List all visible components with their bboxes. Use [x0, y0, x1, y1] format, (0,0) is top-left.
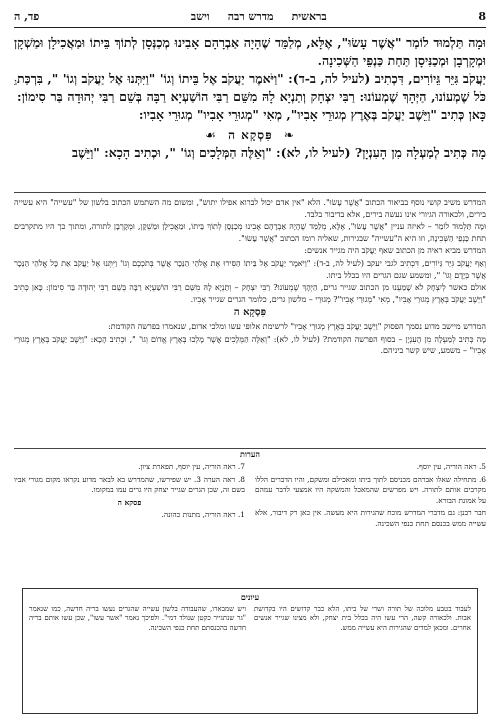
commentary-paragraph: אולם כאשר לְיִצְחָק לֹא שָׁמַעְנוּ מן הכתוב שגייר גרים, הַיְּהָךְ שֶׁמְעוֹנוּ? רַבִּי יִצְחָק – וְתַנְיָא לָהּ מִשֵּׁם רַבִּי הוֹשַׁעְיָא רַבָּה בְּשֵׁם רַבִּי יְהוּדָה בַּר סִימוֹן: כָּאן כְּתִיב "וַיֵּשֶׁב יַעֲקֹב בְּאֶרֶץ מְגוּרֵי אָבִיו", מְאִי "מְגוּרֵי אָבִיו"? מְגוּרֵי – מלשון גרים, כלומר הגרים שגייר אָבִיו. [14, 283, 486, 304]
main-paragraph-1: וּמָה תַּלְמוּד לוֹמַר "אֲשֶׁר עָשׂוּ", אֶלָּא, מְלַמֵּד שֶׁהָיָה אַבְרָהָם אָבִינוּ מְכַנְּסָן לְתוֹךְ בֵּיתוֹ וּמַאֲכִילָן וּמַשְׁקָן וּמְקָרְבָן וּמְכַנִּיסָן תַּחַת כַּנְפֵי הַשְּׁכִינָה. [14, 35, 486, 68]
section-heading-text: פִּסְקָא ה [228, 128, 273, 142]
insights-column-left [29, 605, 246, 634]
insights-column-right [254, 605, 471, 634]
commentary-paragraph: מָה כְּתִיב לְמַעְלָה מִן הָעִנְיָן – בסוף הפרשה הקודמת? (לעיל לו, לא): "וְאֵלֶּה הַמְּלָכִים אֲשֶׁר מָלְכוּ בְּאֶרֶץ אֱדוֹם וְגוֹ' ", וּכְתִיב הָכָא: "וַיֵּשֶׁב יַעֲקֹב בְּאֶרֶץ מְגוּרֵי אָבִיו" – משמע, שיש קשר ביניהם. [14, 334, 486, 356]
commentary-paragraph: המדרש מביא ראיה מן הכתוב שאף יַעֲקֹב היה מגייר אנשים: [304, 246, 486, 256]
page [14, 0, 486, 720]
note-item: 5. ראה הוריה, עין יוסף. [416, 462, 486, 471]
note-item: חבר רבנן: גם מדברי המדרש מוכח שהגירות היא מעשה. אין כאן רק דיבור, אלא עשייה ממש בכנסם תחת כנפי השכינה. [255, 508, 486, 528]
ornament-icon: ☙ [205, 128, 217, 142]
note-item: 8. ראה הערה 3. יש שפירשו, שהמדרש בא לבאר מדוע נקראו מקום מגורי אביו בשם זה, שכן הגרים שגייר יצחק היו גרים עמו במקומו. [14, 474, 245, 494]
commentary-section-heading: פִּסְקָא ה [233, 307, 267, 319]
insights-box-columns [29, 605, 471, 634]
book-name: בראשית [291, 9, 327, 23]
commentary-block [14, 192, 486, 358]
paragraph-number: ג [14, 78, 17, 88]
header-rule [14, 27, 486, 28]
note-item: 6. מתחילה שאלו אברהם מכניסם לתוך ביתו ומאכילם ומשקם, והיו הדברים הללו מקרבים אותם לתורה. ויש מפרשים שהמאכל והמשקה היו אמצעי לדבר עמהם על אמונת הבורא. [255, 474, 486, 505]
insights-text: ויש שמבארו, שהעבודה בלשון עשייה שהגרים נעשו בריה חדשה, כמו שנאמר "גר שנתגייר כקטן שנולד דמי". ולפיכך נאמר "אשר עשו", שכן עשו אותם בריה חדשה בהכנסתם תחת כנפי השכינה. [29, 604, 246, 632]
notes-heading: הערות [14, 448, 486, 461]
commentary-paragraph: המדרש משיב קושי נוסף בביאור הכתוב "אֲשֶׁר עָשׂוּ". הלא "אין אדם יכול לברוא אפילו יתוש", ומשום מה השתמש הכתוב בלשון של "עשייה" היא עשייה בירים, ולכאורה הגיורי אינו נעשה בירים, אלא בדיבור בלבד. [14, 198, 486, 219]
note-item: 1. ראה הוריה, מתנות כהונה. [161, 510, 245, 519]
main-text-block [14, 34, 486, 162]
chapter-reference: פד, ה [14, 9, 40, 23]
commentary-paragraph: וְאַף יַעֲקֹב גִּיֵּר גֵּיוֹרִים, דִּכְתִיב לגבי יעקב (לעיל לה, ב-ד): "וַיֹּאמֶר יַעֲקֹב אֶל בֵּיתוֹ הַסִּירוּ אֶת אֱלֹהֵי הַנֵּכָר אֲשֶׁר בְּתֹכְכֶם וְגוֹ' וַיִּתְּנוּ אֶל יַעֲקֹב אֵת כָּל אֱלֹהֵי הַנֵּכָר אֲשֶׁר בְּיָדָם וְגוֹ' ", ומשמע שגם הגרים היו בכלל ביתו. [14, 258, 486, 280]
section-heading [14, 126, 486, 144]
note-item: 7. ראה הוריה, עין יוסף, תפארת ציון. [138, 462, 245, 471]
insights-text: לעבוד בטבע מלוכה של תורה ושרי של ביתו, הלא כבר קדושים היו בקדושת אבות. ולכאורה קשה, הרי עשו היה בכלל בית יצחק, ולא מצינו שגייר אנשים אחרים. ומכאן למדים שהגירות היא עשייה ממש. [254, 604, 471, 632]
notes-column-left [14, 462, 245, 531]
parashah-name: וישב [190, 9, 210, 23]
insights-box-title: עיונים [240, 592, 260, 602]
main-paragraph-2-text: יַעֲקֹב גִּיֵּר גֵּיוֹרִים, דִּכְתִיב (לעיל לה, ב-ד): "וַיֹּאמֶר יַעֲקֹב אֶל בֵּיתוֹ וְגוֹ' "וַיִּתְּנוּ אֶל יַעֲקֹב וְגוֹ' ", בִּרְכַּת כֹּל שֶׁמְעוֹנוּ, הַיְּהָךְ שֶׁמְעוֹנוּ: רַבִּי יִצְחָק וְתַנְיָא לָהּ מִשֵּׁם רַבִּי הוֹשַׁעְיָא רַבָּה בְּשֵׁם רַבִּי יְהוּדָה בַּר סִימוֹן: כָּאן כְּתִיב "וַיֵּשֶׁב יַעֲקֹב בְּאֶרֶץ מְגוּרֵי אָבִיו", מְאִי "מְגוּרֵי אָבִיו" מְגוּרֵי אָבִיו: [16, 71, 486, 122]
ornament-icon: ❧ [283, 128, 295, 142]
notes-column-right [255, 462, 486, 531]
commentary-paragraph: המדרש מיישב מדוע נסמך הפסוק "וַיֵּשֶׁב יַעֲקֹב בְּאֶרֶץ מְגוּרֵי אָבִיו" לרשימת אלופי עשו ומלכי אדום, שנאמרו בפרשה הקודמת: [108, 321, 486, 331]
notes-section [14, 462, 486, 531]
work-title: מדרש רבה [227, 9, 274, 23]
note-subheading: פסקא ה [117, 497, 142, 507]
insights-box [22, 588, 478, 714]
page-number: 8 [478, 9, 486, 23]
header-titles [191, 10, 327, 23]
running-header [14, 8, 486, 24]
main-paragraph-3: מָה כְּתִיב לְמַעְלָה מִן הָעִנְיָן? (לעיל לו, לא): "וְאֵלֶּה הַמְּלָכִים וְגוֹ' ", וּכְתִיב הָכָא: "וַיֵּשֶׁב [71, 145, 486, 160]
commentary-paragraph: וּמָה תַּלְמוּד לוֹמַר – לאיזה עניין "אֲשֶׁר עָשׂוּ", אֶלָּא, מְלַמֵּד שֶׁהָיָה אַבְרָהָם אָבִינוּ מְכַנְּסָן לְתוֹךְ בֵּיתוֹ, וּמַאֲכִילָן וּמַשְׁקָן, וּמְקָרְבָן לתורה, ומתוך כך היו מתקרבים תחת כַּנְפֵי הַשְּׁכִינָה, וזו היא ה"עשייה" שבגירות, שאליה רומז הכתוב "אֲשֶׁר עָשׂוּ". [14, 222, 486, 243]
main-paragraph-2 [14, 70, 486, 124]
